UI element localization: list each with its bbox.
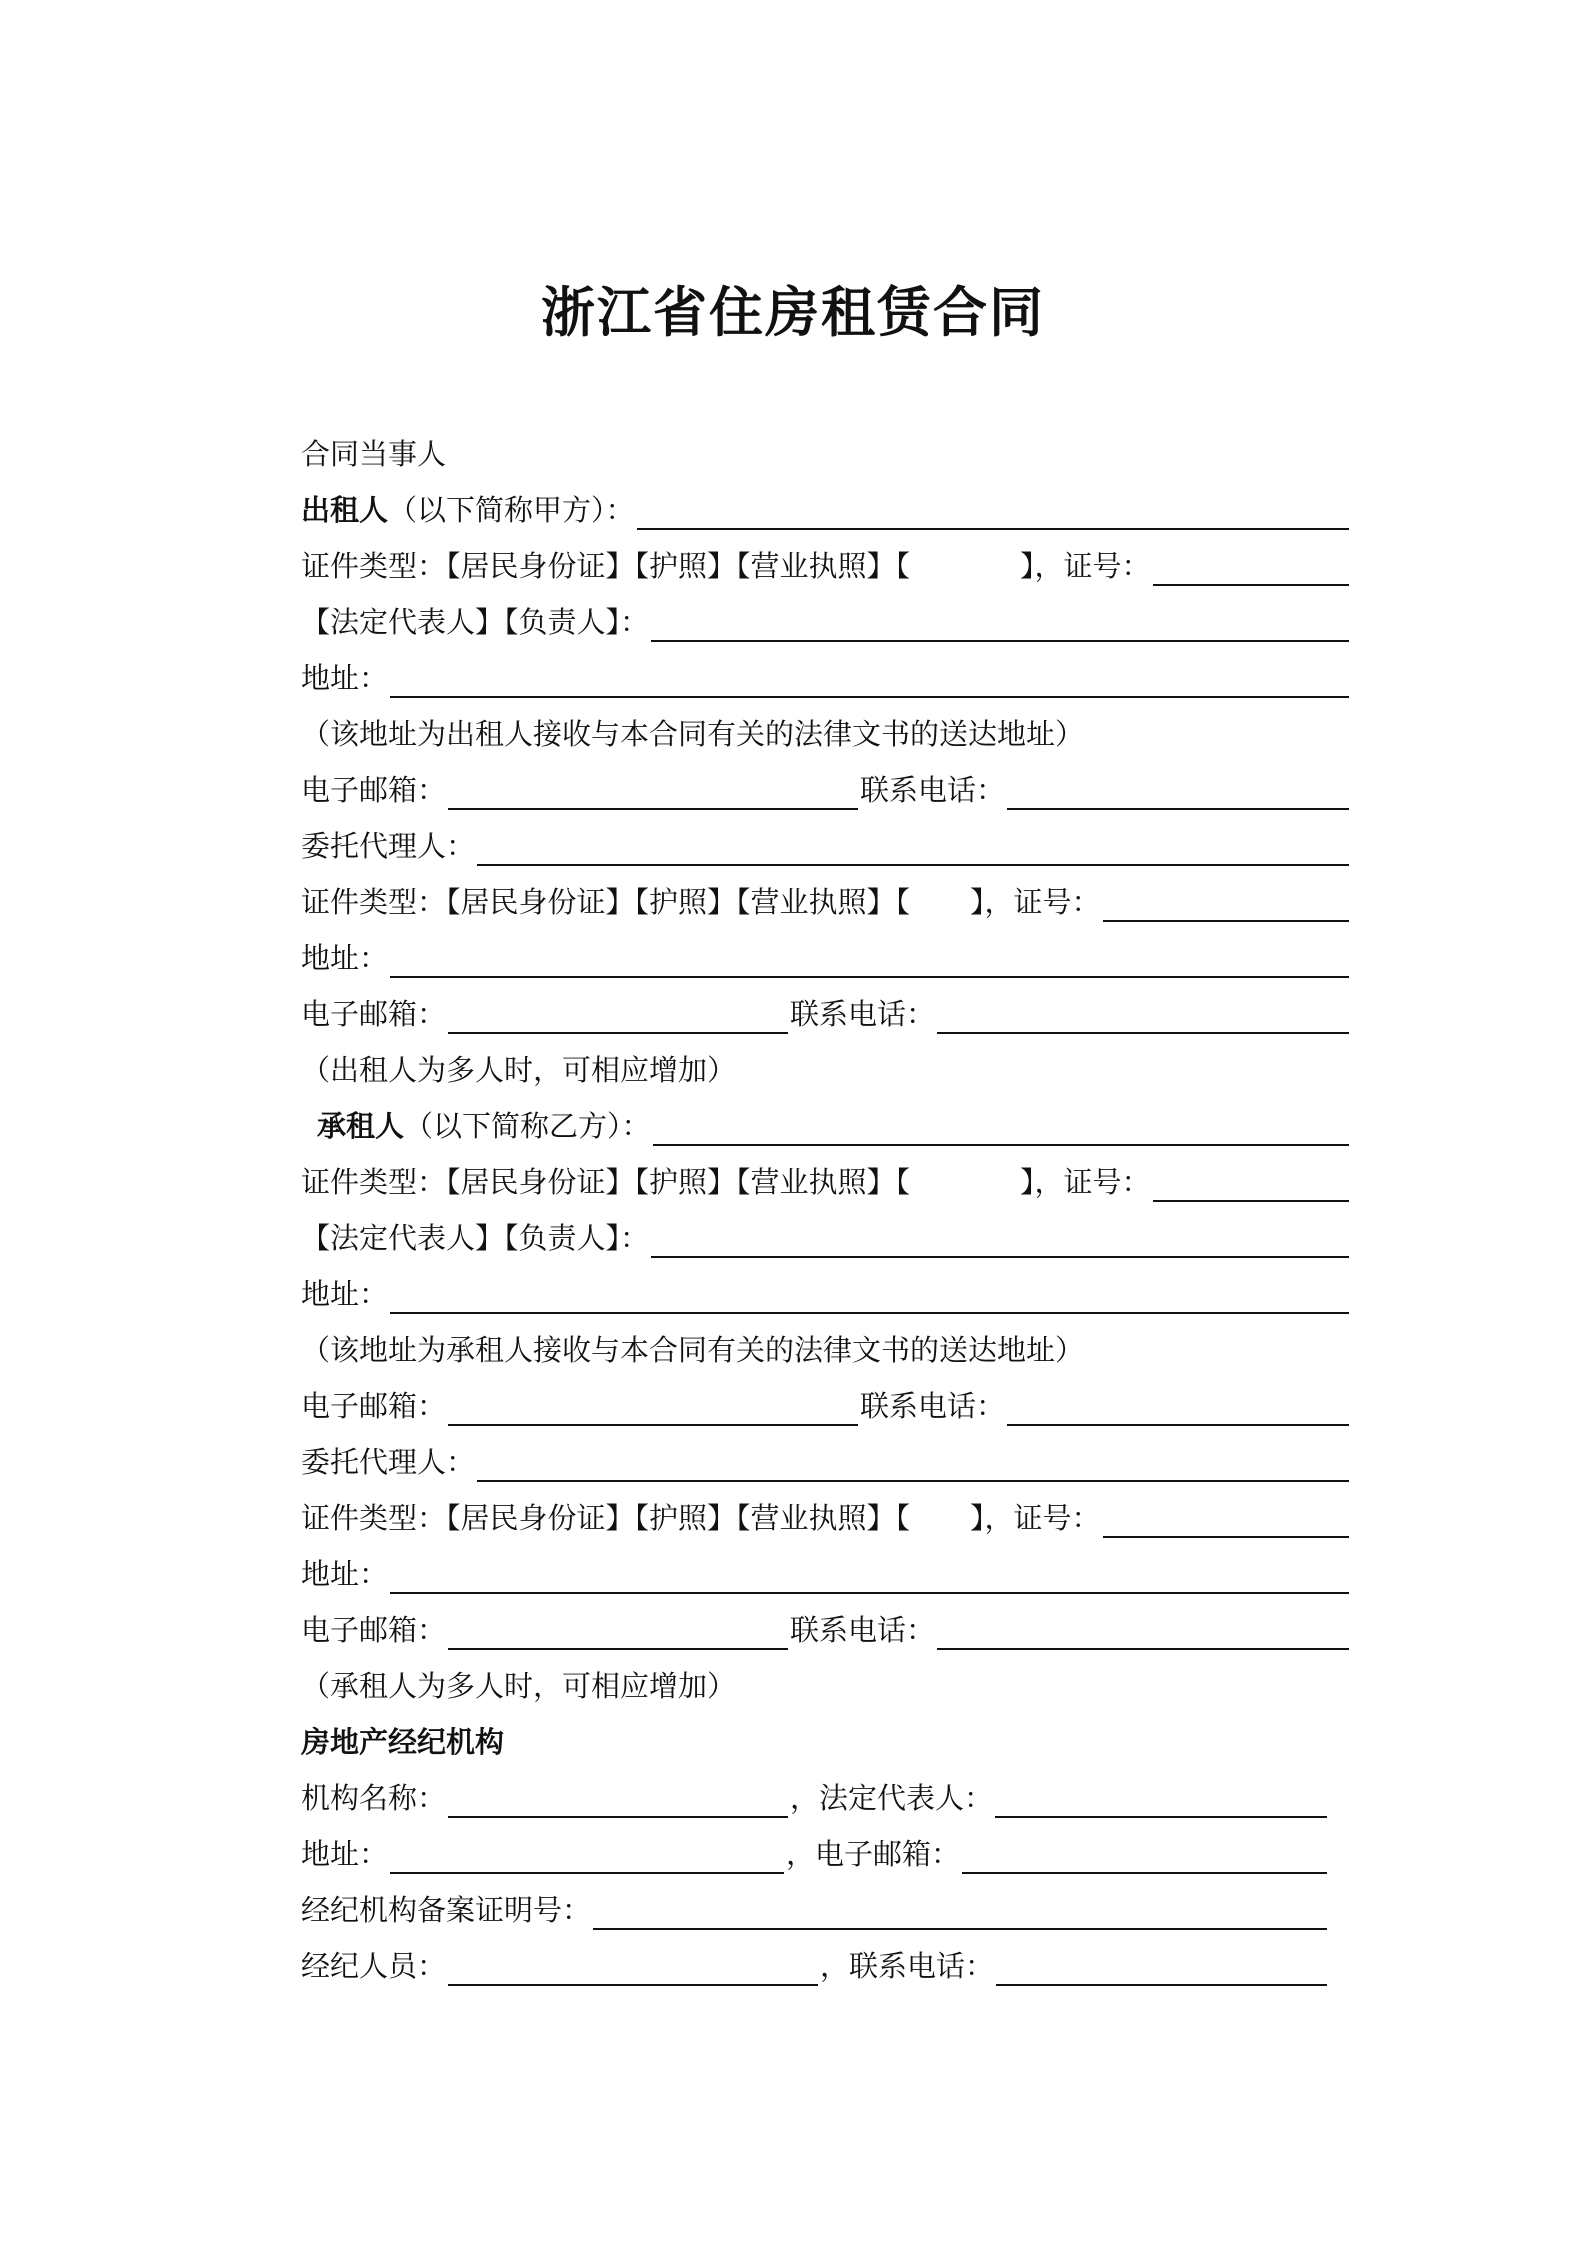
lessee-agent-address-field[interactable] xyxy=(390,1558,1349,1594)
lessor-address-note: （该地址为出租人接收与本合同有关的法律文书的送达地址） xyxy=(301,717,1085,751)
lessee-agent-email-field[interactable] xyxy=(448,1614,788,1650)
lessor-email-label: 电子邮箱： xyxy=(301,773,447,807)
agency-email-field[interactable] xyxy=(962,1838,1327,1874)
lessor-phone-field[interactable] xyxy=(1007,774,1349,810)
lessor-name-row xyxy=(301,488,1351,530)
agency-address-row xyxy=(301,1832,1329,1874)
lessee-multi-note-row xyxy=(301,1664,1351,1706)
lessor-legal-rep-row xyxy=(301,600,1351,642)
agency-email-label: ，电子邮箱： xyxy=(786,1837,961,1871)
lessee-id-type-label: 证件类型：【居民身份证】【护照】【营业执照】【 xyxy=(301,1165,911,1199)
agency-legal-rep-label: ，法定代表人： xyxy=(790,1781,994,1815)
lessee-agent-field[interactable] xyxy=(477,1446,1349,1482)
lessor-multi-note: （出租人为多人时，可相应增加） xyxy=(301,1053,737,1087)
lessor-legal-rep-field[interactable] xyxy=(651,606,1349,642)
lessee-agent-label: 委托代理人： xyxy=(301,1445,476,1479)
lessor-agent-address-row xyxy=(301,936,1351,978)
lessee-multi-note: （承租人为多人时，可相应增加） xyxy=(301,1669,737,1703)
lessee-agent-id-number-label: 】，证号： xyxy=(970,1501,1101,1535)
agency-phone-field[interactable] xyxy=(996,1950,1327,1986)
lessor-agent-id-number-label: 】，证号： xyxy=(970,885,1101,919)
lessor-legal-rep-label: 【法定代表人】【负责人】： xyxy=(301,605,650,639)
agency-address-field[interactable] xyxy=(390,1838,784,1874)
lessee-agent-phone-field[interactable] xyxy=(937,1614,1349,1650)
lessee-agent-phone-label: 联系电话： xyxy=(790,1613,936,1647)
lessor-agent-address-field[interactable] xyxy=(390,942,1349,978)
lessee-address-label: 地址： xyxy=(301,1277,389,1311)
lessor-phone-label: 联系电话： xyxy=(860,773,1006,807)
lessee-agent-contact-row xyxy=(301,1608,1351,1650)
lessor-address-field[interactable] xyxy=(390,662,1349,698)
lessee-agent-id-row xyxy=(301,1496,1351,1538)
lessor-address-note-row xyxy=(301,712,1351,754)
section-parties-label: 合同当事人 xyxy=(301,437,447,471)
lessee-address-row xyxy=(301,1272,1351,1314)
lessor-agent-contact-row xyxy=(301,992,1351,1034)
agency-filing-label: 经纪机构备案证明号： xyxy=(301,1893,592,1927)
lessee-agent-email-label: 电子邮箱： xyxy=(301,1613,447,1647)
lessor-agent-field[interactable] xyxy=(477,830,1349,866)
lessor-agent-phone-field[interactable] xyxy=(937,998,1349,1034)
lessee-address-note-row xyxy=(301,1328,1351,1370)
lessee-legal-rep-label: 【法定代表人】【负责人】： xyxy=(301,1221,650,1255)
lessee-address-note: （该地址为承租人接收与本合同有关的法律文书的送达地址） xyxy=(301,1333,1085,1367)
lessor-agent-email-field[interactable] xyxy=(448,998,788,1034)
agency-phone-label: ，联系电话： xyxy=(820,1949,995,1983)
lessor-address-row xyxy=(301,656,1351,698)
lessor-agent-phone-label: 联系电话： xyxy=(790,997,936,1031)
lessee-agent-address-label: 地址： xyxy=(301,1557,389,1591)
lessor-agent-id-row xyxy=(301,880,1351,922)
lessor-agent-row xyxy=(301,824,1351,866)
agency-heading: 房地产经纪机构 xyxy=(301,1725,505,1759)
lessor-agent-address-label: 地址： xyxy=(301,941,389,975)
lessor-agent-email-label: 电子邮箱： xyxy=(301,997,447,1031)
agency-heading-row xyxy=(301,1720,1351,1762)
lessor-id-number-field[interactable] xyxy=(1153,550,1349,586)
lessee-id-number-field[interactable] xyxy=(1153,1166,1349,1202)
lessee-id-row xyxy=(301,1160,1351,1202)
lessor-name-field[interactable] xyxy=(637,494,1349,530)
lessee-agent-id-number-field[interactable] xyxy=(1103,1502,1349,1538)
lessor-id-row xyxy=(301,544,1351,586)
lessor-agent-id-type-label: 证件类型：【居民身份证】【护照】【营业执照】【 xyxy=(301,885,911,919)
lessor-multi-note-row xyxy=(301,1048,1351,1090)
lessee-agent-address-row xyxy=(301,1552,1351,1594)
lessor-address-label: 地址： xyxy=(301,661,389,695)
lessor-id-type-label: 证件类型：【居民身份证】【护照】【营业执照】【 xyxy=(301,549,911,583)
lessee-agent-id-type-label: 证件类型：【居民身份证】【护照】【营业执照】【 xyxy=(301,1501,911,1535)
lessor-id-number-label: 】，证号： xyxy=(1020,549,1151,583)
lessee-name-field[interactable] xyxy=(653,1110,1349,1146)
agency-filing-field[interactable] xyxy=(593,1894,1327,1930)
lessee-name-row xyxy=(317,1104,1351,1146)
lessee-label: 承租人 xyxy=(317,1109,405,1143)
document-title: 浙江省住房租赁合同 xyxy=(541,281,1045,344)
agency-name-field[interactable] xyxy=(448,1782,788,1818)
lessee-contact-row xyxy=(301,1384,1351,1426)
agency-broker-row xyxy=(301,1944,1329,1986)
lessor-agent-id-number-field[interactable] xyxy=(1103,886,1349,922)
lessor-label-note: （以下简称甲方）： xyxy=(388,493,635,527)
lessee-id-number-label: 】，证号： xyxy=(1020,1165,1151,1199)
lessor-agent-label: 委托代理人： xyxy=(301,829,476,863)
agency-address-label: 地址： xyxy=(301,1837,389,1871)
agency-name-label: 机构名称： xyxy=(301,1781,447,1815)
agency-name-row xyxy=(301,1776,1329,1818)
agency-filing-row xyxy=(301,1888,1329,1930)
lessee-email-field[interactable] xyxy=(448,1390,858,1426)
lessee-phone-label: 联系电话： xyxy=(860,1389,1006,1423)
lessee-phone-field[interactable] xyxy=(1007,1390,1349,1426)
lessee-legal-rep-field[interactable] xyxy=(651,1222,1349,1258)
agency-legal-rep-field[interactable] xyxy=(995,1782,1327,1818)
lessee-agent-row xyxy=(301,1440,1351,1482)
lessee-email-label: 电子邮箱： xyxy=(301,1389,447,1423)
lessee-legal-rep-row xyxy=(301,1216,1351,1258)
lessor-contact-row xyxy=(301,768,1351,810)
lessee-address-field[interactable] xyxy=(390,1278,1349,1314)
lessor-label: 出租人 xyxy=(301,493,389,527)
section-heading-parties xyxy=(301,432,1351,474)
agency-broker-label: 经纪人员： xyxy=(301,1949,447,1983)
lessor-email-field[interactable] xyxy=(448,774,858,810)
agency-broker-field[interactable] xyxy=(448,1950,818,1986)
lessee-label-note: （以下简称乙方）： xyxy=(404,1109,651,1143)
